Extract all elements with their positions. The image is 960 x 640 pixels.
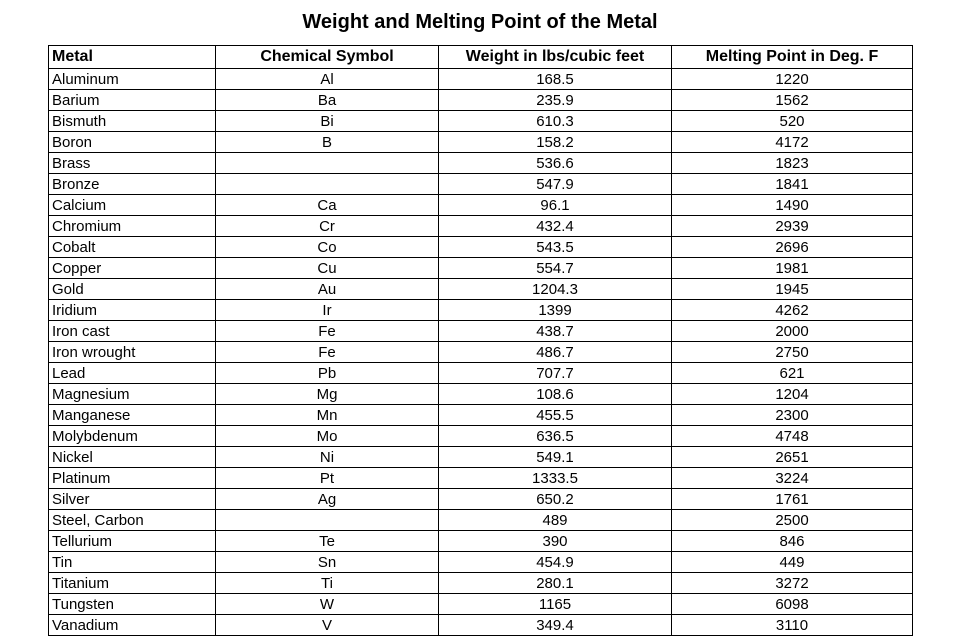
table-row [49,195,913,216]
metal-name-cell: Platinum [49,468,216,489]
melting-point-cell: 449 [672,552,913,573]
weight-cell: 486.7 [439,342,672,363]
melting-point-cell: 846 [672,531,913,552]
melting-point-cell: 2500 [672,510,913,531]
metal-name-cell: Silver [49,489,216,510]
weight-cell: 650.2 [439,489,672,510]
weight-cell: 707.7 [439,363,672,384]
metal-name-cell: Brass [49,153,216,174]
melting-point-cell: 2750 [672,342,913,363]
weight-cell: 349.4 [439,615,672,636]
weight-cell: 536.6 [439,153,672,174]
chemical-symbol-cell: Fe [216,342,439,363]
table-row [49,279,913,300]
chemical-symbol-cell: Pt [216,468,439,489]
table-row [49,111,913,132]
chemical-symbol-cell: Cu [216,258,439,279]
table-row [49,405,913,426]
metal-name-cell: Calcium [49,195,216,216]
metal-name-cell: Nickel [49,447,216,468]
chemical-symbol-cell: B [216,132,439,153]
metal-name-cell: Cobalt [49,237,216,258]
melting-point-cell: 4262 [672,300,913,321]
page-title: Weight and Melting Point of the Metal [302,11,658,33]
table-body [49,69,913,636]
weight-cell: 1399 [439,300,672,321]
metal-name-cell: Iridium [49,300,216,321]
chemical-symbol-cell: Mo [216,426,439,447]
chemical-symbol-cell: Mn [216,405,439,426]
chemical-symbol-cell: Ni [216,447,439,468]
metal-name-cell: Bismuth [49,111,216,132]
chemical-symbol-cell: Ti [216,573,439,594]
melting-point-cell: 621 [672,363,913,384]
column-header-melting-point: Melting Point in Deg. F [672,46,913,69]
chemical-symbol-cell: Ir [216,300,439,321]
melting-point-cell: 3224 [672,468,913,489]
metal-name-cell: Molybdenum [49,426,216,447]
metal-name-cell: Tungsten [49,594,216,615]
weight-cell: 489 [439,510,672,531]
table-row [49,594,913,615]
chemical-symbol-cell: Fe [216,321,439,342]
metal-name-cell: Aluminum [49,69,216,90]
table-header-row [49,46,913,69]
melting-point-cell: 4172 [672,132,913,153]
chemical-symbol-cell: Ag [216,489,439,510]
chemical-symbol-cell: Sn [216,552,439,573]
melting-point-cell: 1945 [672,279,913,300]
table-row [49,237,913,258]
chemical-symbol-cell: V [216,615,439,636]
weight-cell: 543.5 [439,237,672,258]
weight-cell: 1204.3 [439,279,672,300]
weight-cell: 454.9 [439,552,672,573]
melting-point-cell: 2696 [672,237,913,258]
weight-cell: 636.5 [439,426,672,447]
metal-name-cell: Steel, Carbon [49,510,216,531]
melting-point-cell: 1761 [672,489,913,510]
weight-cell: 158.2 [439,132,672,153]
chemical-symbol-cell: Ba [216,90,439,111]
chemical-symbol-cell: Al [216,69,439,90]
chemical-symbol-cell: W [216,594,439,615]
melting-point-cell: 2000 [672,321,913,342]
metal-name-cell: Chromium [49,216,216,237]
table-row [49,153,913,174]
metal-name-cell: Titanium [49,573,216,594]
melting-point-cell: 1490 [672,195,913,216]
weight-cell: 549.1 [439,447,672,468]
weight-cell: 96.1 [439,195,672,216]
chemical-symbol-cell: Pb [216,363,439,384]
metal-name-cell: Gold [49,279,216,300]
chemical-symbol-cell [216,174,439,195]
melting-point-cell: 4748 [672,426,913,447]
table-row [49,69,913,90]
melting-point-cell: 1562 [672,90,913,111]
chemical-symbol-cell: Ca [216,195,439,216]
table-row [49,363,913,384]
melting-point-cell: 520 [672,111,913,132]
table-row [49,258,913,279]
metal-name-cell: Tellurium [49,531,216,552]
table-row [49,321,913,342]
melting-point-cell: 2939 [672,216,913,237]
weight-cell: 547.9 [439,174,672,195]
chemical-symbol-cell [216,510,439,531]
chemical-symbol-cell: Te [216,531,439,552]
metal-name-cell: Iron cast [49,321,216,342]
table-row [49,531,913,552]
weight-cell: 554.7 [439,258,672,279]
melting-point-cell: 1823 [672,153,913,174]
chemical-symbol-cell: Mg [216,384,439,405]
metal-name-cell: Bronze [49,174,216,195]
weight-cell: 108.6 [439,384,672,405]
melting-point-cell: 6098 [672,594,913,615]
table-row [49,489,913,510]
melting-point-cell: 1981 [672,258,913,279]
weight-cell: 438.7 [439,321,672,342]
table-row [49,174,913,195]
chemical-symbol-cell: Au [216,279,439,300]
melting-point-cell: 2651 [672,447,913,468]
column-header-metal: Metal [49,46,216,69]
melting-point-cell: 3272 [672,573,913,594]
metal-name-cell: Barium [49,90,216,111]
table-row [49,90,913,111]
column-header-chemical-symbol: Chemical Symbol [216,46,439,69]
table-row [49,216,913,237]
melting-point-cell: 2300 [672,405,913,426]
chemical-symbol-cell: Co [216,237,439,258]
melting-point-cell: 1220 [672,69,913,90]
chemical-symbol-cell: Cr [216,216,439,237]
melting-point-cell: 1204 [672,384,913,405]
melting-point-cell: 3110 [672,615,913,636]
metal-name-cell: Tin [49,552,216,573]
melting-point-cell: 1841 [672,174,913,195]
metal-name-cell: Vanadium [49,615,216,636]
column-header-weight: Weight in lbs/cubic feet [439,46,672,69]
weight-cell: 432.4 [439,216,672,237]
metal-name-cell: Copper [49,258,216,279]
table-row [49,573,913,594]
chemical-symbol-cell [216,153,439,174]
metal-name-cell: Lead [49,363,216,384]
table-row [49,615,913,636]
weight-cell: 280.1 [439,573,672,594]
table-row [49,384,913,405]
table-row [49,300,913,321]
weight-cell: 1333.5 [439,468,672,489]
table-row [49,342,913,363]
table-row [49,447,913,468]
metal-properties-table [48,45,913,636]
weight-cell: 1165 [439,594,672,615]
metal-name-cell: Boron [49,132,216,153]
metal-name-cell: Manganese [49,405,216,426]
metal-name-cell: Magnesium [49,384,216,405]
weight-cell: 168.5 [439,69,672,90]
table-row [49,552,913,573]
table-row [49,468,913,489]
metal-name-cell: Iron wrought [49,342,216,363]
table-row [49,132,913,153]
chemical-symbol-cell: Bi [216,111,439,132]
table-row [49,426,913,447]
weight-cell: 455.5 [439,405,672,426]
table-row [49,510,913,531]
weight-cell: 235.9 [439,90,672,111]
weight-cell: 610.3 [439,111,672,132]
weight-cell: 390 [439,531,672,552]
